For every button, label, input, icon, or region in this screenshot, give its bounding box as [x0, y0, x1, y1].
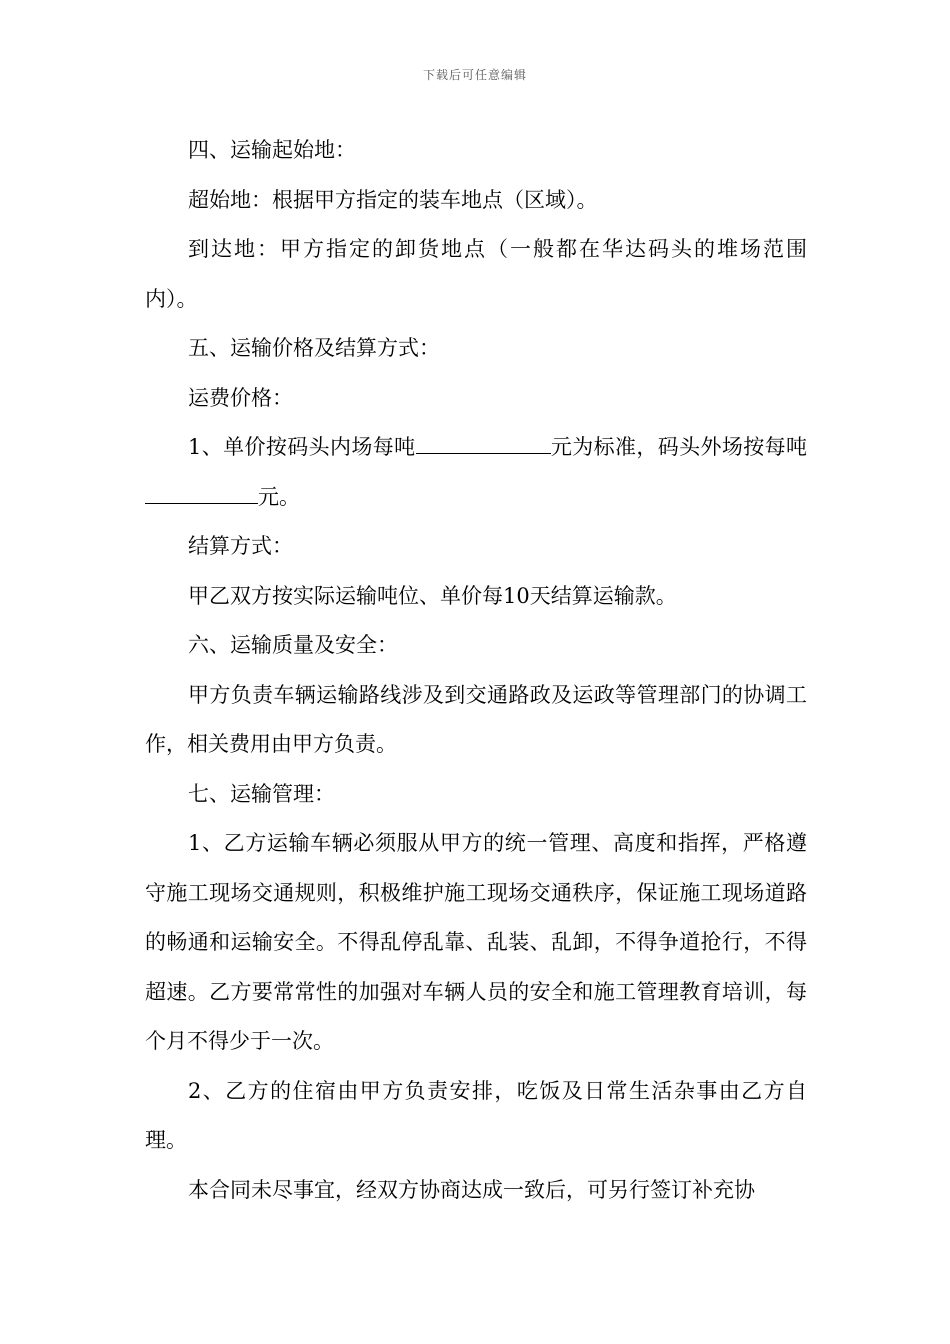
paragraph-management-1: 1、乙方运输车辆必须服从甲方的统一管理、高度和指挥，严格遵守施工现场交通规则，积极维护施工现场交通秩序，保证施工现场道路的畅通和运输安全。不得乱停乱靠、乱装、乱卸，不得争道抢行，不得超速。乙方要常常性的加强对车辆人员的安全和施工管理教育培训，每个月不得少于一次。 — [145, 831, 807, 1053]
blank-outer-price — [145, 477, 258, 504]
paragraph-management-2: 2、乙方的住宿由甲方负责安排，吃饭及日常生活杂事由乙方自理。 — [145, 1078, 807, 1152]
paragraph-destination: 到达地：甲方指定的卸货地点（一般都在华达码头的堆场范围内）。 — [145, 237, 807, 311]
paragraph-unit-price — [145, 423, 807, 522]
blank-inner-price — [416, 427, 551, 454]
paragraph-start-location: 超始地：根据甲方指定的装车地点（区域）。 — [188, 187, 598, 212]
subheading-settlement: 结算方式： — [188, 534, 293, 558]
subheading-freight-price: 运费价格： — [188, 385, 293, 410]
paragraph-supplementary: 本合同未尽事宜，经双方协商达成一致后，可另行签订补充协 — [188, 1177, 755, 1202]
section-heading-quality: 六、运输质量及安全： — [188, 633, 398, 657]
paragraph-coordination: 甲方负责车辆运输路线涉及到交通路政及运政等管理部门的协调工作，相关费用由甲方负责。 — [145, 682, 807, 756]
section-heading-management: 七、运输管理： — [188, 781, 335, 806]
paragraph-settlement: 甲乙双方按实际运输吨位、单价每10天结算运输款。 — [188, 583, 677, 608]
unit-price-text-a: 1、单价按码头内场每吨 — [188, 435, 416, 459]
document-body — [145, 126, 807, 1215]
section-heading-origin: 四、运输起始地： — [188, 138, 356, 162]
unit-price-text-c: 元。 — [258, 484, 300, 509]
page-header-note: 下载后可任意编辑 — [422, 68, 527, 82]
unit-price-text-b: 元为标准，码头外场按每吨 — [550, 435, 807, 459]
section-heading-price: 五、运输价格及结算方式： — [188, 336, 440, 360]
